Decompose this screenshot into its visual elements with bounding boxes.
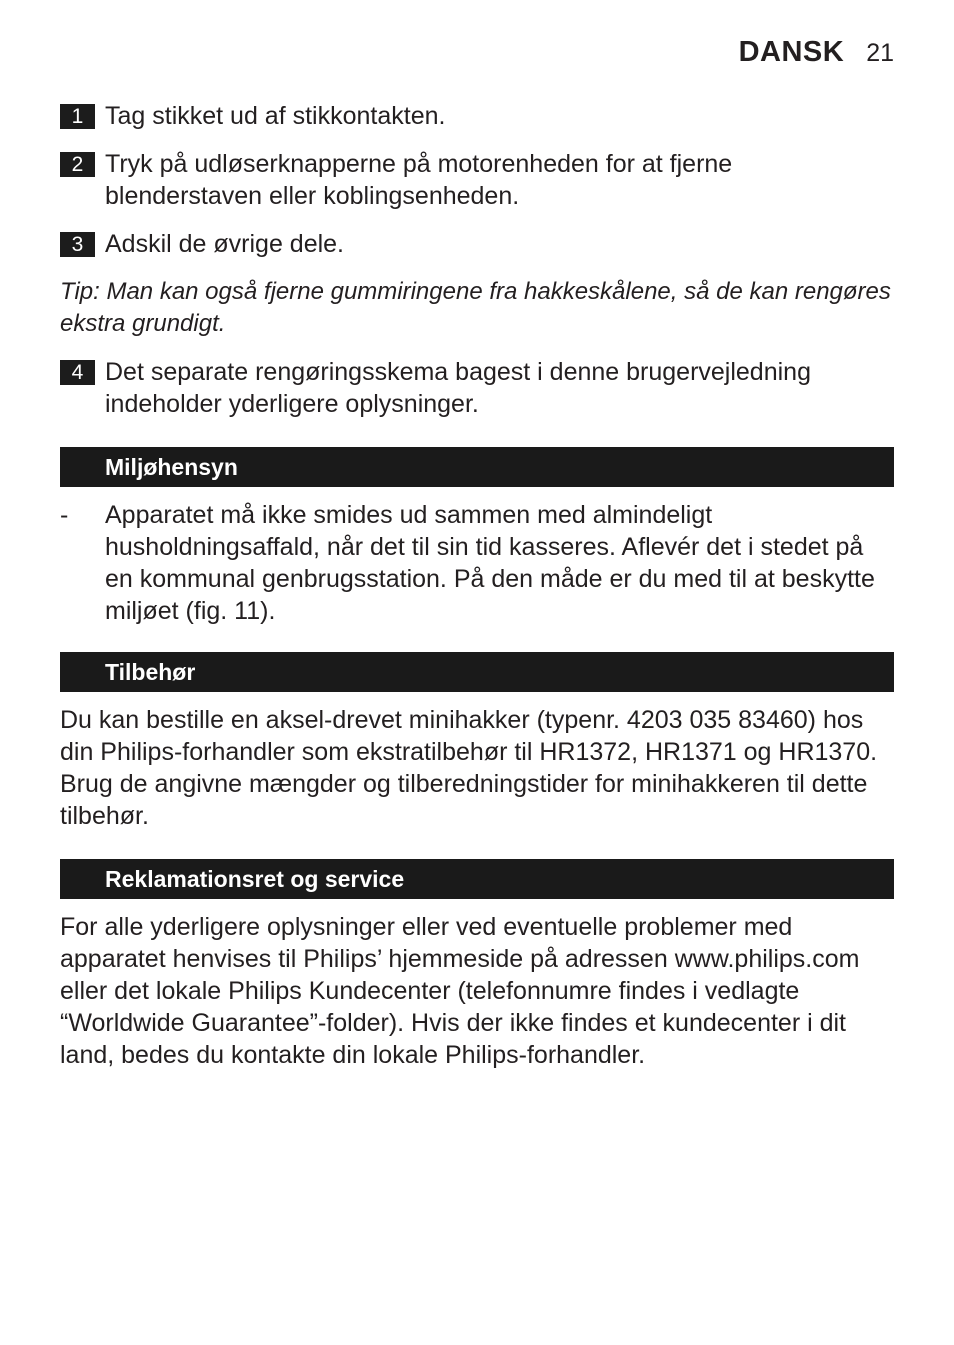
step-2 xyxy=(60,148,894,212)
section-heading-warranty: Reklamationsret og service xyxy=(60,859,894,899)
page-header xyxy=(739,36,894,69)
warranty-paragraph xyxy=(60,911,894,1071)
step-number-badge: 1 xyxy=(60,104,95,129)
section-heading-environment: Miljøhensyn xyxy=(60,447,894,487)
page-content xyxy=(60,100,894,1071)
environment-text: Apparatet må ikke smides ud sammen med almindeligt husholdningsaffald, når det til sin tid kasseres. Aflevér det i stedet på en kommunal genbrugsstation. På den måde er du med til at beskytte miljøet (fig. 11). xyxy=(105,501,875,625)
language-label: DANSK xyxy=(738,36,845,68)
environment-bullet xyxy=(60,499,894,627)
tip-text: Tip: Man kan også fjerne gummiringene fra hakkeskålene, så de kan rengøres ekstra grundigt. xyxy=(60,278,891,337)
section-heading-accessories: Tilbehør xyxy=(60,652,894,692)
bullet-marker: - xyxy=(60,501,69,529)
step-3 xyxy=(60,228,894,260)
step-text: Det separate rengøringsskema bagest i denne brugervejledning indeholder yderligere oplysninger. xyxy=(105,358,811,418)
philips-website-link[interactable]: www.philips.com xyxy=(674,945,860,973)
step-number-badge: 3 xyxy=(60,232,95,257)
step-text: Tryk på udløserknapperne på motorenheden for at fjerne blenderstaven eller koblingsenheden. xyxy=(105,150,733,210)
step-text: Tag stikket ud af stikkontakten. xyxy=(105,102,446,130)
step-1 xyxy=(60,100,894,132)
warranty-text-before: For alle yderligere oplysninger eller ved eventuelle problemer med apparatet henvises til Philips’ hjemmeside på adressen xyxy=(60,913,793,973)
step-text: Adskil de øvrige dele. xyxy=(105,230,345,258)
step-number-badge: 2 xyxy=(60,152,95,177)
step-number-badge: 4 xyxy=(60,360,95,385)
warranty-text-after: eller det lokale Philips Kundecenter (telefonnumre findes i vedlagte “Worldwide Guarantee”-folder). Hvis der ikke findes et kundecenter i dit land, bedes du kontakte din lokale Philips-forhandler. xyxy=(60,977,846,1069)
page-number: 21 xyxy=(866,39,894,67)
step-4 xyxy=(60,356,894,420)
accessories-text: Du kan bestille en aksel-drevet minihakker (typenr. 4203 035 83460) hos din Philips-forhandler som ekstratilbehør til HR1372, HR1371 og HR1370. Brug de angivne mængder og tilberedningstider for minihakkeren til dette tilbehør. xyxy=(60,706,878,830)
